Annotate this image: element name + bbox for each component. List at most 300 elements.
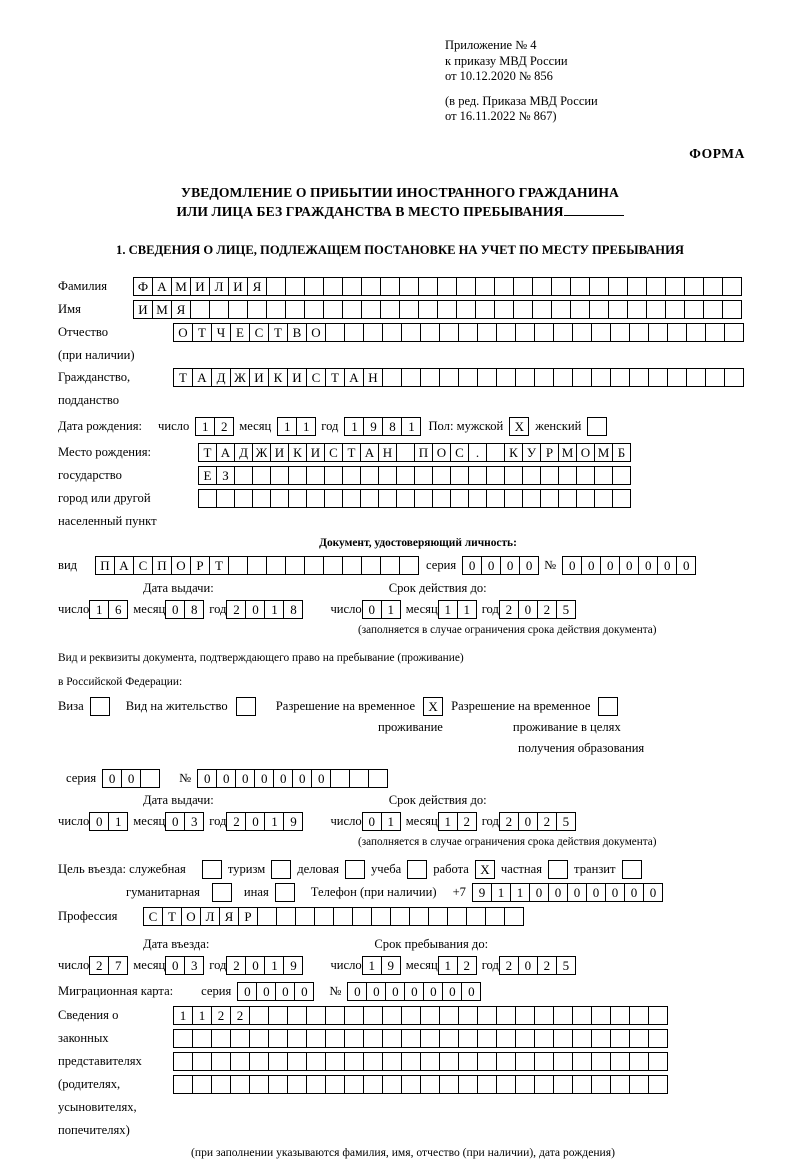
cell[interactable] [418, 277, 438, 296]
citizenship-input[interactable] [173, 368, 743, 387]
cell[interactable]: 0 [294, 982, 314, 1001]
cell[interactable] [266, 277, 286, 296]
cell[interactable]: 0 [548, 883, 568, 902]
patronymic-input[interactable] [173, 323, 743, 342]
cell[interactable]: 1 [510, 883, 530, 902]
cell[interactable]: 0 [624, 883, 644, 902]
cell[interactable] [610, 368, 630, 387]
cell[interactable]: П [152, 556, 172, 575]
cell[interactable]: Ф [133, 277, 153, 296]
stay-valid-month-input[interactable] [438, 812, 476, 831]
cell[interactable]: 0 [121, 769, 141, 788]
cell[interactable] [344, 1052, 364, 1071]
temp-residence-checkbox[interactable]: Х [423, 697, 443, 716]
cell[interactable]: 9 [283, 956, 303, 975]
cell[interactable] [629, 1006, 649, 1025]
cell[interactable]: 0 [529, 883, 549, 902]
sex-male-checkbox[interactable]: Х [509, 417, 529, 436]
cell[interactable]: О [432, 443, 451, 462]
cell[interactable] [468, 466, 487, 485]
cell[interactable] [667, 323, 687, 342]
cell[interactable]: О [171, 556, 191, 575]
cell[interactable]: 0 [102, 769, 122, 788]
cell[interactable] [515, 368, 535, 387]
cell[interactable]: 0 [311, 769, 331, 788]
cell[interactable]: 1 [264, 812, 284, 831]
cell[interactable] [396, 443, 415, 462]
cell[interactable] [496, 1006, 516, 1025]
cell[interactable] [363, 1052, 383, 1071]
cell[interactable] [534, 323, 554, 342]
cell[interactable]: И [270, 443, 289, 462]
cell[interactable] [665, 300, 685, 319]
cell[interactable] [456, 300, 476, 319]
cell[interactable] [325, 1006, 345, 1025]
cell[interactable] [216, 489, 235, 508]
cell[interactable] [361, 277, 381, 296]
cell[interactable]: А [344, 368, 364, 387]
cell[interactable] [684, 277, 704, 296]
cell[interactable]: Ж [230, 368, 250, 387]
cell[interactable] [496, 1052, 516, 1071]
cell[interactable]: 0 [581, 556, 601, 575]
cell[interactable] [306, 1075, 326, 1094]
cell[interactable] [684, 300, 704, 319]
cell[interactable]: 1 [438, 600, 458, 619]
cell[interactable]: 0 [518, 956, 538, 975]
cell[interactable]: 1 [89, 600, 109, 619]
cell[interactable]: 0 [235, 769, 255, 788]
purpose-work-checkbox[interactable]: Х [475, 860, 495, 879]
cell[interactable]: . [468, 443, 487, 462]
doc-issue-year-input[interactable] [226, 600, 302, 619]
name-input[interactable] [133, 300, 741, 319]
cell[interactable]: 0 [518, 600, 538, 619]
cell[interactable] [722, 277, 742, 296]
cell[interactable]: Т [173, 368, 193, 387]
cell[interactable]: 0 [165, 600, 185, 619]
cell[interactable] [572, 368, 592, 387]
cell[interactable] [401, 1052, 421, 1071]
doc-kind-input[interactable] [95, 556, 418, 575]
cell[interactable] [396, 466, 415, 485]
purpose-other-checkbox[interactable] [275, 883, 295, 902]
cell[interactable] [437, 300, 457, 319]
cell[interactable]: 9 [472, 883, 492, 902]
cell[interactable]: 7 [108, 956, 128, 975]
profession-input[interactable] [143, 907, 523, 926]
cell[interactable]: Н [378, 443, 397, 462]
cell[interactable]: Е [198, 466, 217, 485]
cell[interactable] [288, 489, 307, 508]
cell[interactable] [342, 277, 362, 296]
cell[interactable] [477, 1006, 497, 1025]
cell[interactable] [306, 1052, 326, 1071]
cell[interactable]: 0 [273, 769, 293, 788]
cell[interactable] [458, 1006, 478, 1025]
cell[interactable] [360, 489, 379, 508]
migration-number-input[interactable] [347, 982, 480, 1001]
cell[interactable] [486, 466, 505, 485]
cell[interactable]: 0 [643, 883, 663, 902]
cell[interactable] [515, 1006, 535, 1025]
cell[interactable] [610, 1029, 630, 1048]
cell[interactable] [627, 277, 647, 296]
cell[interactable] [648, 368, 668, 387]
cell[interactable]: С [249, 323, 269, 342]
stay-until-year-input[interactable] [499, 956, 575, 975]
cell[interactable]: 1 [491, 883, 511, 902]
cell[interactable] [458, 368, 478, 387]
cell[interactable] [295, 907, 315, 926]
phone-input[interactable] [472, 883, 662, 902]
cell[interactable]: 0 [245, 812, 265, 831]
cell[interactable]: 0 [254, 769, 274, 788]
cell[interactable] [724, 323, 744, 342]
cell[interactable]: Т [268, 323, 288, 342]
sex-female-checkbox[interactable] [587, 417, 607, 436]
cell[interactable] [378, 466, 397, 485]
cell[interactable] [629, 368, 649, 387]
cell[interactable]: К [504, 443, 523, 462]
cell[interactable]: 2 [499, 600, 519, 619]
cell[interactable] [399, 300, 419, 319]
cell[interactable] [234, 466, 253, 485]
cell[interactable] [409, 907, 429, 926]
cell[interactable]: М [152, 300, 172, 319]
cell[interactable] [401, 323, 421, 342]
cell[interactable] [610, 1052, 630, 1071]
cell[interactable] [496, 1029, 516, 1048]
cell[interactable]: А [216, 443, 235, 462]
cell[interactable]: 0 [245, 956, 265, 975]
cell[interactable] [382, 323, 402, 342]
cell[interactable] [382, 368, 402, 387]
cell[interactable] [192, 1075, 212, 1094]
cell[interactable]: И [133, 300, 153, 319]
doc-series-input[interactable] [462, 556, 538, 575]
cell[interactable]: Е [230, 323, 250, 342]
cell[interactable]: А [114, 556, 134, 575]
cell[interactable] [304, 277, 324, 296]
purpose-tourism-checkbox[interactable] [271, 860, 291, 879]
cell[interactable] [475, 300, 495, 319]
cell[interactable] [439, 368, 459, 387]
cell[interactable]: 6 [108, 600, 128, 619]
cell[interactable] [249, 1075, 269, 1094]
cell[interactable] [532, 277, 552, 296]
cell[interactable] [494, 277, 514, 296]
cell[interactable] [515, 1075, 535, 1094]
cell[interactable] [458, 1052, 478, 1071]
cell[interactable]: 0 [638, 556, 658, 575]
cell[interactable] [629, 1052, 649, 1071]
cell[interactable]: 5 [556, 956, 576, 975]
cell[interactable] [703, 277, 723, 296]
legal-rep-row-3-input[interactable] [173, 1052, 667, 1071]
cell[interactable]: 1 [195, 417, 215, 436]
cell[interactable] [192, 1052, 212, 1071]
purpose-business-checkbox[interactable] [345, 860, 365, 879]
cell[interactable] [325, 1075, 345, 1094]
cell[interactable] [504, 489, 523, 508]
cell[interactable] [515, 1029, 535, 1048]
cell[interactable] [608, 300, 628, 319]
cell[interactable]: 2 [537, 956, 557, 975]
cell[interactable] [304, 556, 324, 575]
cell[interactable] [270, 489, 289, 508]
cell[interactable] [287, 1029, 307, 1048]
cell[interactable] [553, 323, 573, 342]
cell[interactable]: 5 [556, 600, 576, 619]
cell[interactable] [276, 907, 296, 926]
cell[interactable]: О [181, 907, 201, 926]
cell[interactable] [504, 907, 524, 926]
cell[interactable] [572, 1075, 592, 1094]
cell[interactable] [496, 323, 516, 342]
doc-issue-day-input[interactable] [89, 600, 127, 619]
purpose-service-checkbox[interactable] [202, 860, 222, 879]
cell[interactable] [361, 300, 381, 319]
cell[interactable]: С [306, 368, 326, 387]
cell[interactable]: 1 [264, 956, 284, 975]
cell[interactable] [285, 300, 305, 319]
cell[interactable]: А [192, 368, 212, 387]
cell[interactable] [268, 1006, 288, 1025]
cell[interactable] [324, 489, 343, 508]
cell[interactable] [540, 489, 559, 508]
cell[interactable] [572, 1052, 592, 1071]
cell[interactable] [363, 1075, 383, 1094]
legal-rep-row-2-input[interactable] [173, 1029, 667, 1048]
doc-valid-day-input[interactable] [362, 600, 400, 619]
cell[interactable] [646, 300, 666, 319]
cell[interactable] [540, 466, 559, 485]
cell[interactable] [646, 277, 666, 296]
cell[interactable]: Я [219, 907, 239, 926]
cell[interactable] [589, 300, 609, 319]
cell[interactable] [705, 368, 725, 387]
cell[interactable] [572, 1029, 592, 1048]
cell[interactable] [325, 1052, 345, 1071]
cell[interactable]: 0 [256, 982, 276, 1001]
cell[interactable] [477, 323, 497, 342]
cell[interactable] [249, 1052, 269, 1071]
cell[interactable] [268, 1075, 288, 1094]
cell[interactable]: 2 [214, 417, 234, 436]
cell[interactable] [610, 1075, 630, 1094]
cell[interactable] [266, 300, 286, 319]
cell[interactable] [378, 489, 397, 508]
cell[interactable]: С [133, 556, 153, 575]
cell[interactable] [612, 489, 631, 508]
cell[interactable]: 8 [382, 417, 402, 436]
birth-month-input[interactable] [277, 417, 315, 436]
cell[interactable]: 0 [275, 982, 295, 1001]
cell[interactable] [466, 907, 486, 926]
cell[interactable]: 1 [381, 812, 401, 831]
cell[interactable]: Л [200, 907, 220, 926]
cell[interactable]: И [228, 277, 248, 296]
cell[interactable] [591, 323, 611, 342]
cell[interactable] [591, 1006, 611, 1025]
cell[interactable]: О [306, 323, 326, 342]
cell[interactable] [572, 1006, 592, 1025]
cell[interactable]: О [576, 443, 595, 462]
cell[interactable] [401, 368, 421, 387]
cell[interactable] [314, 907, 334, 926]
cell[interactable] [209, 300, 229, 319]
cell[interactable]: 0 [89, 812, 109, 831]
cell[interactable]: А [360, 443, 379, 462]
cell[interactable] [456, 277, 476, 296]
cell[interactable] [450, 466, 469, 485]
cell[interactable]: 0 [366, 982, 386, 1001]
stay-issue-month-input[interactable] [165, 812, 203, 831]
cell[interactable] [285, 556, 305, 575]
cell[interactable]: 0 [165, 812, 185, 831]
cell[interactable] [401, 1006, 421, 1025]
cell[interactable] [401, 1075, 421, 1094]
cell[interactable] [230, 1052, 250, 1071]
cell[interactable] [257, 907, 277, 926]
cell[interactable] [268, 1029, 288, 1048]
cell[interactable] [477, 1052, 497, 1071]
cell[interactable]: 2 [211, 1006, 231, 1025]
cell[interactable] [349, 769, 369, 788]
cell[interactable] [534, 1029, 554, 1048]
cell[interactable] [629, 1075, 649, 1094]
cell[interactable] [570, 277, 590, 296]
cell[interactable] [703, 300, 723, 319]
cell[interactable]: 1 [438, 812, 458, 831]
cell[interactable]: Т [342, 443, 361, 462]
cell[interactable]: И [287, 368, 307, 387]
cell[interactable]: 0 [586, 883, 606, 902]
cell[interactable] [306, 1006, 326, 1025]
cell[interactable] [629, 1029, 649, 1048]
cell[interactable] [380, 277, 400, 296]
cell[interactable]: В [287, 323, 307, 342]
cell[interactable]: 1 [108, 812, 128, 831]
cell[interactable]: 2 [226, 812, 246, 831]
cell[interactable] [325, 1029, 345, 1048]
cell[interactable] [382, 1006, 402, 1025]
cell[interactable] [458, 1075, 478, 1094]
purpose-humanitarian-checkbox[interactable] [212, 883, 232, 902]
cell[interactable] [399, 556, 419, 575]
cell[interactable]: 0 [518, 812, 538, 831]
cell[interactable] [532, 300, 552, 319]
cell[interactable] [382, 1075, 402, 1094]
cell[interactable]: С [143, 907, 163, 926]
cell[interactable]: Ч [211, 323, 231, 342]
cell[interactable] [252, 489, 271, 508]
cell[interactable]: 0 [481, 556, 501, 575]
cell[interactable] [589, 277, 609, 296]
cell[interactable] [458, 1029, 478, 1048]
cell[interactable] [380, 556, 400, 575]
cell[interactable]: Т [209, 556, 229, 575]
cell[interactable]: Ж [252, 443, 271, 462]
cell[interactable] [420, 323, 440, 342]
cell[interactable]: 1 [173, 1006, 193, 1025]
stay-number-input[interactable] [197, 769, 387, 788]
stay-issue-day-input[interactable] [89, 812, 127, 831]
cell[interactable] [268, 1052, 288, 1071]
cell[interactable] [342, 489, 361, 508]
cell[interactable] [396, 489, 415, 508]
cell[interactable]: 0 [362, 600, 382, 619]
cell[interactable] [447, 907, 467, 926]
cell[interactable]: 0 [619, 556, 639, 575]
cell[interactable] [522, 466, 541, 485]
doc-valid-year-input[interactable] [499, 600, 575, 619]
cell[interactable] [173, 1029, 193, 1048]
cell[interactable] [724, 368, 744, 387]
cell[interactable] [247, 556, 267, 575]
cell[interactable]: 0 [197, 769, 217, 788]
cell[interactable]: И [249, 368, 269, 387]
cell[interactable]: И [306, 443, 325, 462]
cell[interactable] [344, 1006, 364, 1025]
cell[interactable] [382, 1029, 402, 1048]
cell[interactable]: 1 [192, 1006, 212, 1025]
cell[interactable]: Я [247, 277, 267, 296]
cell[interactable] [234, 489, 253, 508]
cell[interactable]: 0 [165, 956, 185, 975]
cell[interactable] [418, 300, 438, 319]
cell[interactable] [368, 769, 388, 788]
cell[interactable]: 1 [438, 956, 458, 975]
doc-issue-month-input[interactable] [165, 600, 203, 619]
cell[interactable] [287, 1006, 307, 1025]
cell[interactable]: 2 [457, 956, 477, 975]
doc-valid-month-input[interactable] [438, 600, 476, 619]
cell[interactable] [306, 1029, 326, 1048]
cell[interactable]: 0 [423, 982, 443, 1001]
cell[interactable] [363, 1029, 383, 1048]
entry-year-input[interactable] [226, 956, 302, 975]
cell[interactable] [287, 1075, 307, 1094]
cell[interactable]: С [450, 443, 469, 462]
cell[interactable] [722, 300, 742, 319]
cell[interactable] [192, 1029, 212, 1048]
cell[interactable]: С [324, 443, 343, 462]
cell[interactable]: 0 [404, 982, 424, 1001]
birthplace-row-3-input[interactable] [198, 489, 630, 508]
cell[interactable]: М [558, 443, 577, 462]
cell[interactable] [553, 1029, 573, 1048]
cell[interactable] [270, 466, 289, 485]
cell[interactable] [486, 489, 505, 508]
cell[interactable]: Т [192, 323, 212, 342]
cell[interactable] [594, 489, 613, 508]
cell[interactable]: М [171, 277, 191, 296]
cell[interactable]: Б [612, 443, 631, 462]
cell[interactable] [285, 277, 305, 296]
cell[interactable]: 0 [676, 556, 696, 575]
cell[interactable] [228, 300, 248, 319]
cell[interactable]: 2 [89, 956, 109, 975]
cell[interactable] [439, 323, 459, 342]
cell[interactable] [420, 1075, 440, 1094]
cell[interactable] [344, 1075, 364, 1094]
cell[interactable] [551, 300, 571, 319]
cell[interactable]: 2 [499, 812, 519, 831]
cell[interactable]: 9 [283, 812, 303, 831]
cell[interactable] [439, 1006, 459, 1025]
